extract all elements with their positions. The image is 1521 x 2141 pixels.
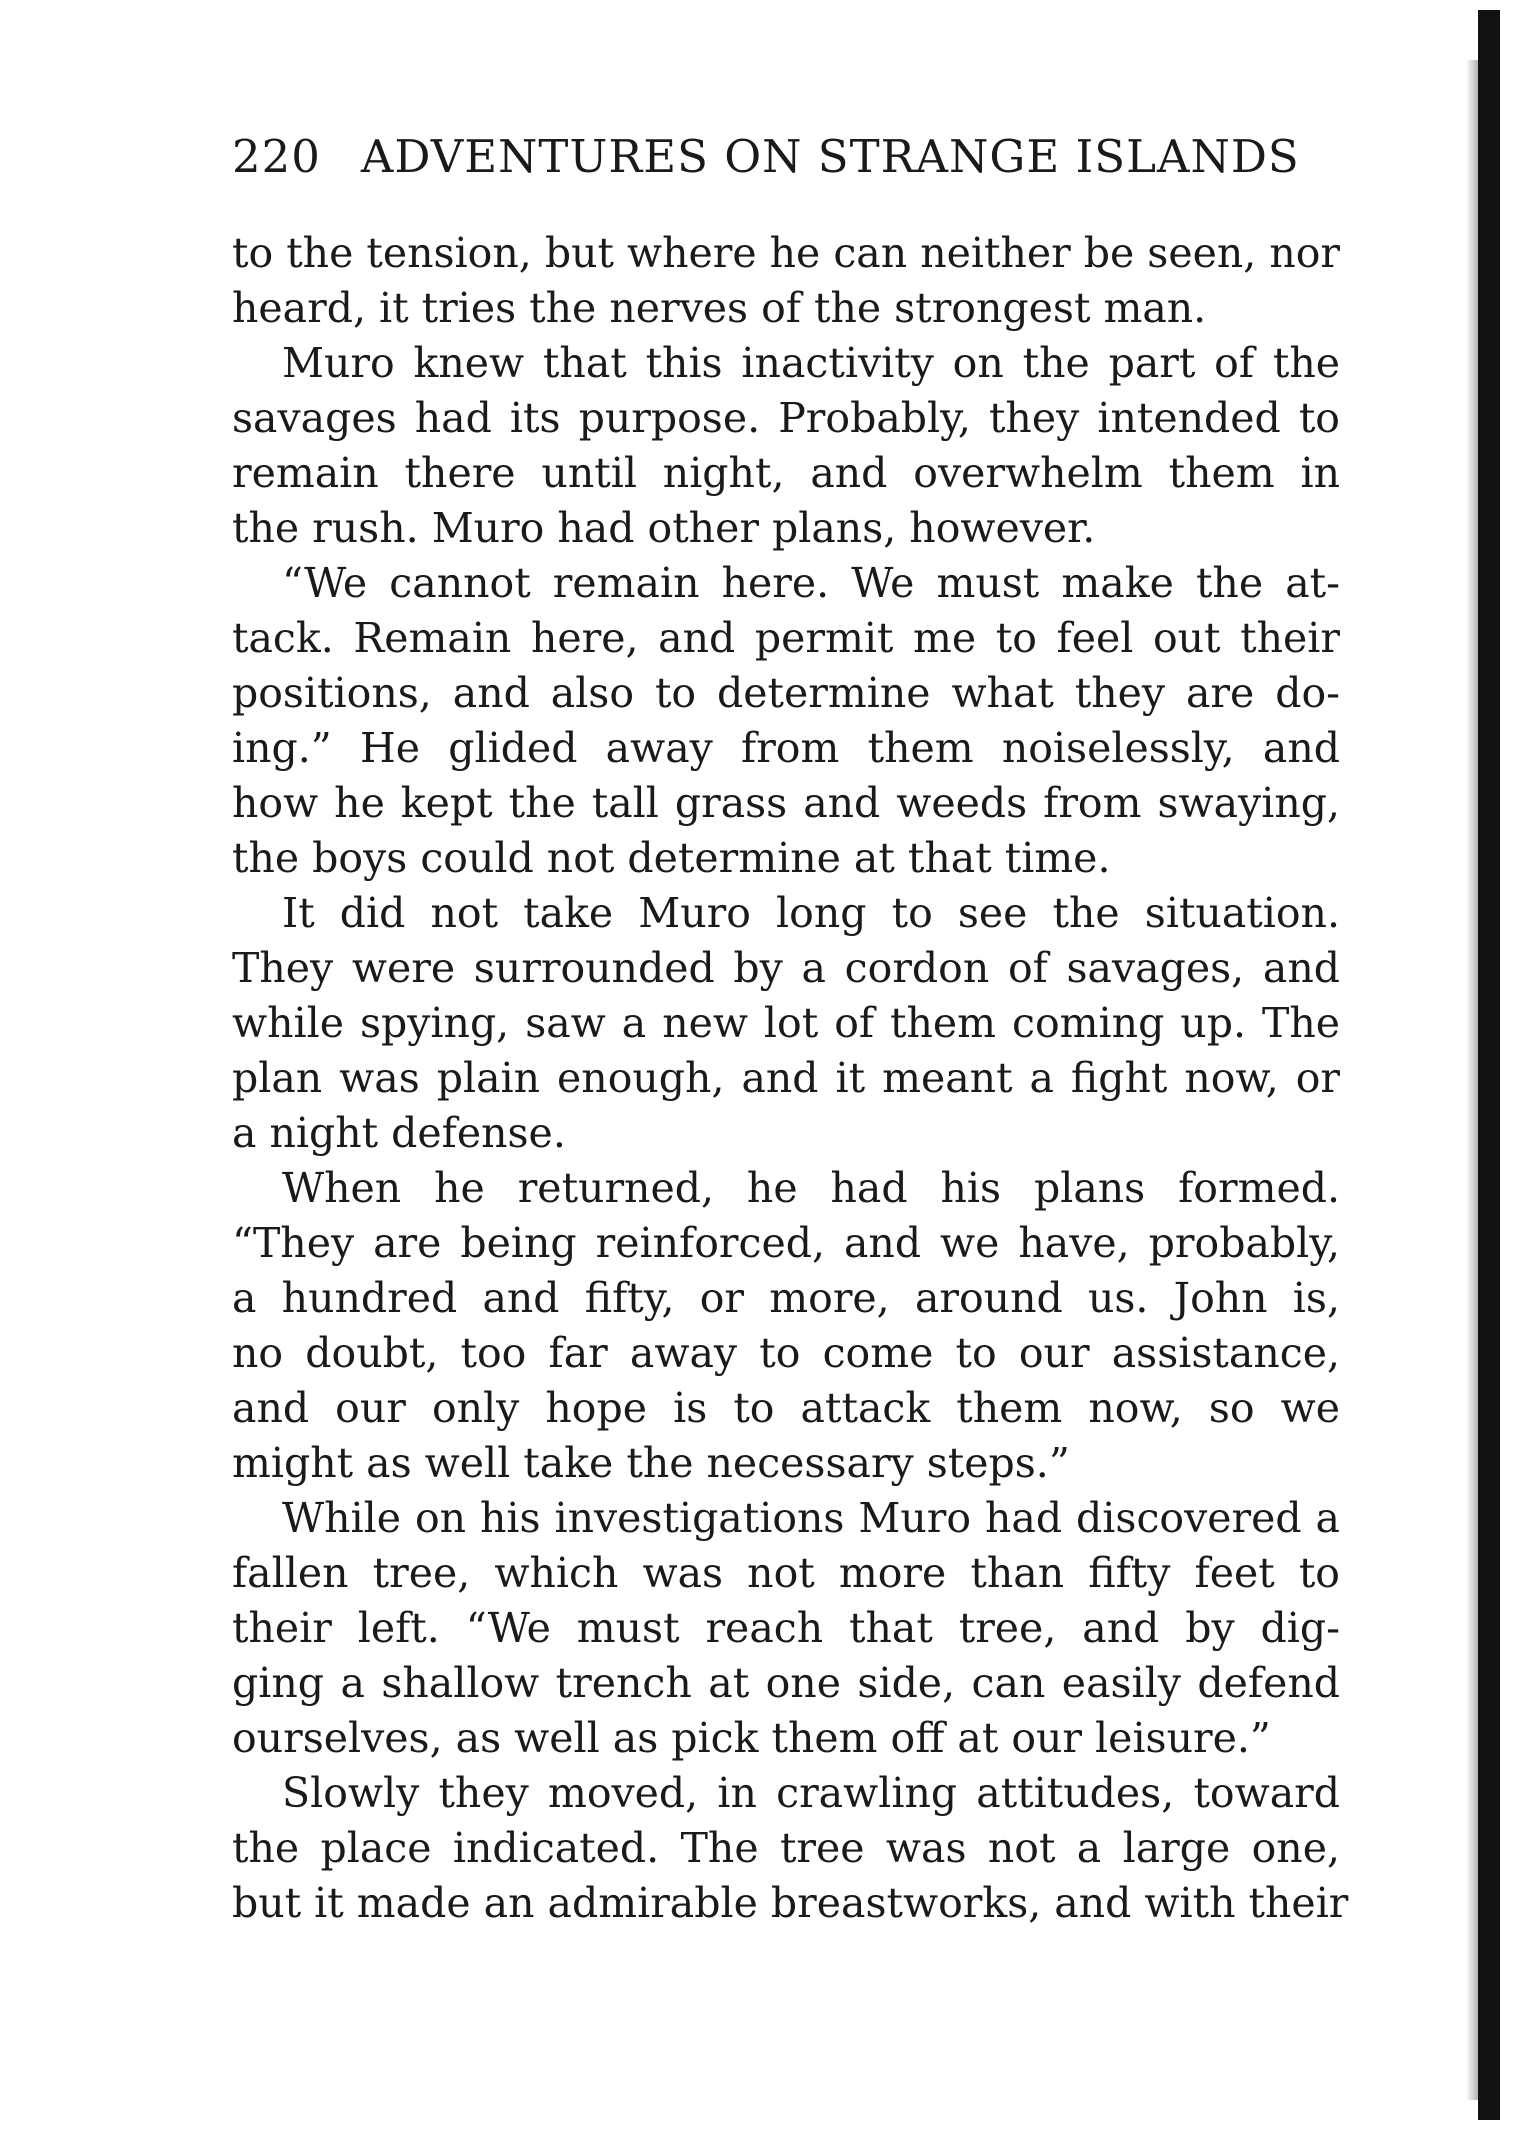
- text-line: but it made an admirable breastworks, and with their: [232, 1879, 1349, 1927]
- text-line: the boys could not determine at that time.: [232, 834, 1111, 882]
- text-line: their left. “We must reach that tree, and by dig-: [232, 1604, 1340, 1652]
- running-header: [232, 130, 1332, 183]
- text-line: while spying, saw a new lot of them coming up. The: [232, 999, 1340, 1047]
- text-line: a night defense.: [232, 1109, 566, 1157]
- text-line: ging a shallow trench at one side, can easily defend: [232, 1659, 1340, 1707]
- text-line: heard, it tries the nerves of the strongest man.: [232, 284, 1207, 332]
- text-line: no doubt, too far away to come to our assistance,: [232, 1329, 1340, 1377]
- book-spine-edge: [1478, 10, 1500, 2120]
- text-line: savages had its purpose. Probably, they intended to: [232, 394, 1340, 442]
- text-line: Muro knew that this inactivity on the part of the: [282, 339, 1340, 387]
- text-line: might as well take the necessary steps.”: [232, 1439, 1070, 1487]
- text-line: “They are being reinforced, and we have, probably,: [232, 1219, 1340, 1267]
- text-line: ing.” He glided away from them noiselessly, and: [232, 724, 1340, 772]
- text-line: to the tension, but where he can neither be seen, nor: [232, 229, 1341, 277]
- running-title: ADVENTURES ON STRANGE ISLANDS: [360, 130, 1300, 183]
- text-line: the rush. Muro had other plans, however.: [232, 504, 1096, 552]
- text-line: “We cannot remain here. We must make the at-: [282, 559, 1340, 607]
- text-line: Slowly they moved, in crawling attitudes, toward: [282, 1769, 1340, 1817]
- text-line: While on his investigations Muro had discovered a: [282, 1494, 1340, 1542]
- body-text: [232, 226, 1349, 1931]
- text-line: remain there until night, and overwhelm them in: [232, 449, 1340, 497]
- text-line: a hundred and fifty, or more, around us. John is,: [232, 1274, 1340, 1322]
- text-line: They were surrounded by a cordon of savages, and: [232, 944, 1340, 992]
- text-line: plan was plain enough, and it meant a fight now, or: [232, 1054, 1340, 1102]
- text-line: how he kept the tall grass and weeds from swaying,: [232, 779, 1340, 827]
- text-line: ourselves, as well as pick them off at our leisure.”: [232, 1714, 1271, 1762]
- text-line: It did not take Muro long to see the situation.: [282, 889, 1340, 937]
- text-line: the place indicated. The tree was not a large one,: [232, 1824, 1340, 1872]
- text-line: and our only hope is to attack them now, so we: [232, 1384, 1340, 1432]
- text-line: positions, and also to determine what they are do-: [232, 669, 1340, 717]
- text-line: fallen tree, which was not more than fifty feet to: [232, 1549, 1340, 1597]
- text-line: When he returned, he had his plans formed.: [282, 1164, 1340, 1212]
- text-line: tack. Remain here, and permit me to feel out their: [232, 614, 1340, 662]
- page-number: 220: [232, 130, 321, 183]
